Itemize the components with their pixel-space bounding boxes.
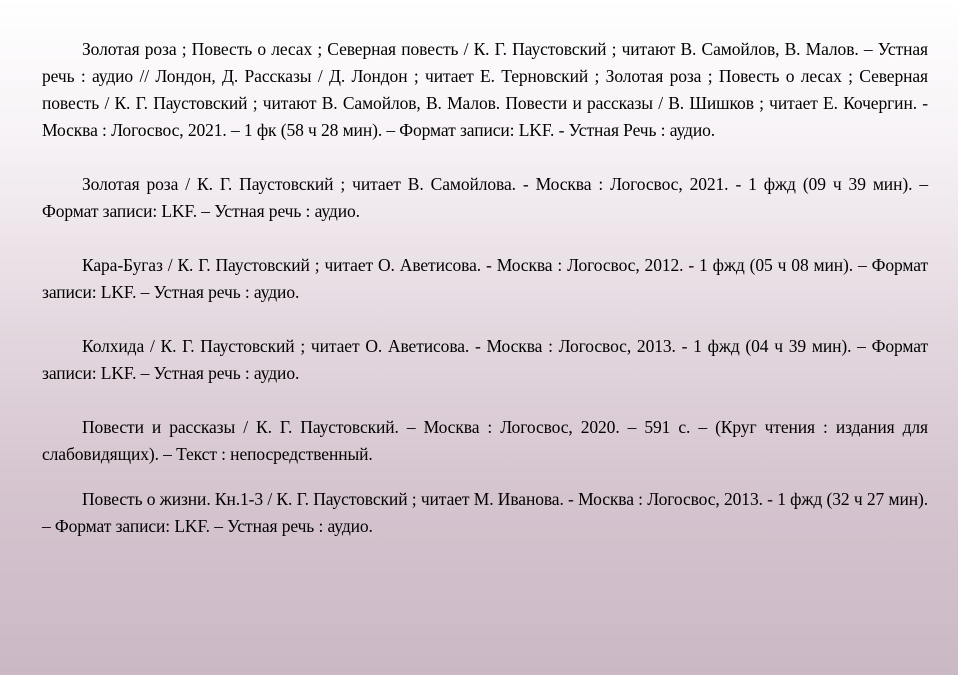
bibliography-entry: Повести и рассказы / К. Г. Паустовский. – Москва : Логосвос, 2020. – 591 с. – (Круг чтения : издания для слабовидящих). – Текст : непосредственный. <box>42 417 928 464</box>
bibliography-entry: Кара-Бугаз / К. Г. Паустовский ; читает О. Аветисова. - Москва : Логосвос, 2012. - 1 фжд (05 ч 08 мин). – Формат записи: LKF. – Устная речь : аудио. <box>42 255 928 302</box>
bibliography-entry: Повесть о жизни. Кн.1-3 / К. Г. Паустовский ; читает М. Иванова. - Москва : Логосвос, 2013. - 1 фжд (32 ч 27 мин). – Формат записи: LKF. – Устная речь : аудио. <box>42 489 928 536</box>
bibliography-entry: Золотая роза ; Повесть о лесах ; Северная повесть / К. Г. Паустовский ; читают В. Самойлов, В. Малов. – Устная речь : аудио // Лондон, Д. Рассказы / Д. Лондон ; читает Е. Терновский ; Золотая роза ; Повесть о лесах ; Северная повесть / К. Г. Паустовский ; читают В. Самойлов, В. Малов. Повести и рассказы / В. Шишков ; читает Е. Кочергин. - Москва : Логосвос, 2021. – 1 фк (58 ч 28 мин). – Формат записи: LKF. - Устная Речь : аудио. <box>42 39 928 140</box>
bibliography-entry: Золотая роза / К. Г. Паустовский ; читает В. Самойлова. - Москва : Логосвос, 2021. - 1 фжд (09 ч 39 мин). – Формат записи: LKF. – Устная речь : аудио. <box>42 174 928 221</box>
bibliography-entry: Колхида / К. Г. Паустовский ; читает О. Аветисова. - Москва : Логосвос, 2013. - 1 фжд (04 ч 39 мин). – Формат записи: LKF. – Устная речь : аудио. <box>42 336 928 383</box>
